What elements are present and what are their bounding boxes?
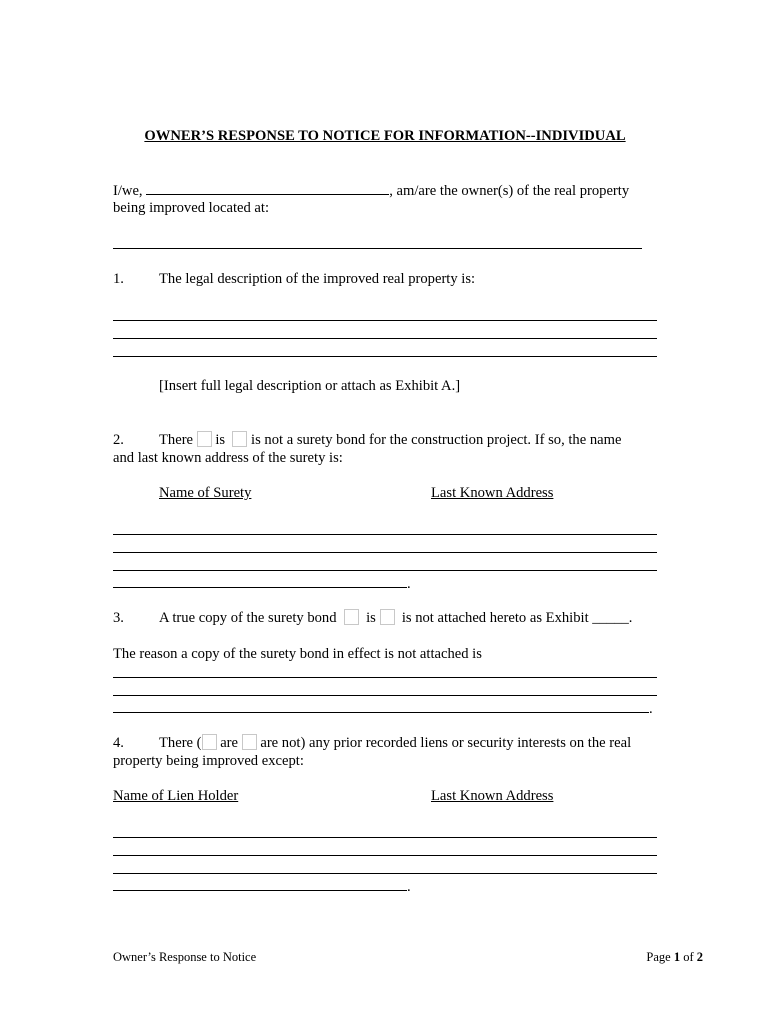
item4-line-1	[159, 734, 631, 752]
surety-entry-line-2[interactable]	[113, 552, 657, 553]
item2-line-2: and last known address of the surety is:	[113, 450, 343, 466]
owner-name-field[interactable]	[146, 181, 389, 195]
liens-are-checkbox[interactable]	[202, 734, 217, 750]
item4-number: 4.	[113, 735, 124, 751]
lienholder-entry-period: .	[407, 879, 411, 895]
surety-entry-line-1[interactable]	[113, 534, 657, 535]
lienholder-address-header: Last Known Address	[431, 788, 554, 804]
reason-period: .	[649, 701, 653, 717]
item2-rest: is not a surety bond for the construction project. If so, the name	[251, 432, 622, 448]
item3-text-a: A true copy of the surety bond	[159, 610, 337, 626]
item2-there: There	[159, 432, 194, 448]
item3-line	[159, 609, 632, 627]
liens-are-not-checkbox[interactable]	[242, 734, 257, 750]
document-title: OWNER’S RESPONSE TO NOTICE FOR INFORMATION--INDIVIDUAL	[144, 128, 626, 144]
legal-description-line-2[interactable]	[113, 338, 657, 339]
lienholder-entry-line-2[interactable]	[113, 855, 657, 856]
legal-description-line-3[interactable]	[113, 356, 657, 357]
page-number	[646, 948, 703, 966]
item2-line-1	[159, 431, 621, 449]
property-location-field[interactable]	[113, 248, 642, 249]
item1-text: The legal description of the improved real property is:	[159, 271, 476, 287]
intro-line-1	[113, 181, 629, 200]
intro-suffix: , am/are the owner(s) of the real property	[389, 183, 630, 199]
intro-line-2: being improved located at:	[113, 200, 270, 216]
footer-left: Owner’s Response to Notice	[113, 950, 257, 964]
item3-text-b: is not attached hereto as Exhibit _____.	[401, 610, 633, 626]
item4-rest: are not) any prior recorded liens or security interests on the real	[260, 735, 632, 751]
item4-line-2: property being improved except:	[113, 753, 304, 769]
legal-description-line-1[interactable]	[113, 320, 657, 321]
page-current: 1	[673, 950, 681, 964]
reason-line-1[interactable]	[113, 677, 657, 678]
page-total: 2	[696, 950, 703, 964]
surety-entry-line-3[interactable]	[113, 570, 657, 571]
lienholder-entry-line-4[interactable]	[113, 890, 407, 891]
lienholder-entry-line-3[interactable]	[113, 873, 657, 874]
item4-are: are	[220, 735, 239, 751]
of-word: of	[683, 950, 694, 964]
bond-attached-is-not-checkbox[interactable]	[380, 609, 395, 625]
item3-number: 3.	[113, 610, 124, 626]
surety-is-checkbox[interactable]	[197, 431, 212, 447]
surety-entry-line-4[interactable]	[113, 587, 407, 588]
lienholder-entry-line-1[interactable]	[113, 837, 657, 838]
item3-is: is	[366, 610, 376, 626]
lienholder-name-header: Name of Lien Holder	[113, 788, 239, 804]
intro-prefix: I/we,	[113, 183, 143, 199]
reason-line-2[interactable]	[113, 695, 657, 696]
item1-number: 1.	[113, 271, 124, 287]
surety-is-not-checkbox[interactable]	[232, 431, 247, 447]
item2-is: is	[215, 432, 226, 448]
page-word: Page	[646, 950, 671, 964]
item4-there: There (	[159, 735, 202, 751]
item3-reason: The reason a copy of the surety bond in effect is not attached is	[113, 646, 482, 662]
reason-line-3[interactable]	[113, 712, 649, 713]
item2-number: 2.	[113, 432, 124, 448]
surety-address-header: Last Known Address	[431, 485, 554, 501]
surety-entry-period: .	[407, 576, 411, 592]
surety-name-header: Name of Surety	[159, 485, 252, 501]
bond-attached-is-checkbox[interactable]	[344, 609, 359, 625]
item1-note: [Insert full legal description or attach as Exhibit A.]	[159, 378, 461, 394]
